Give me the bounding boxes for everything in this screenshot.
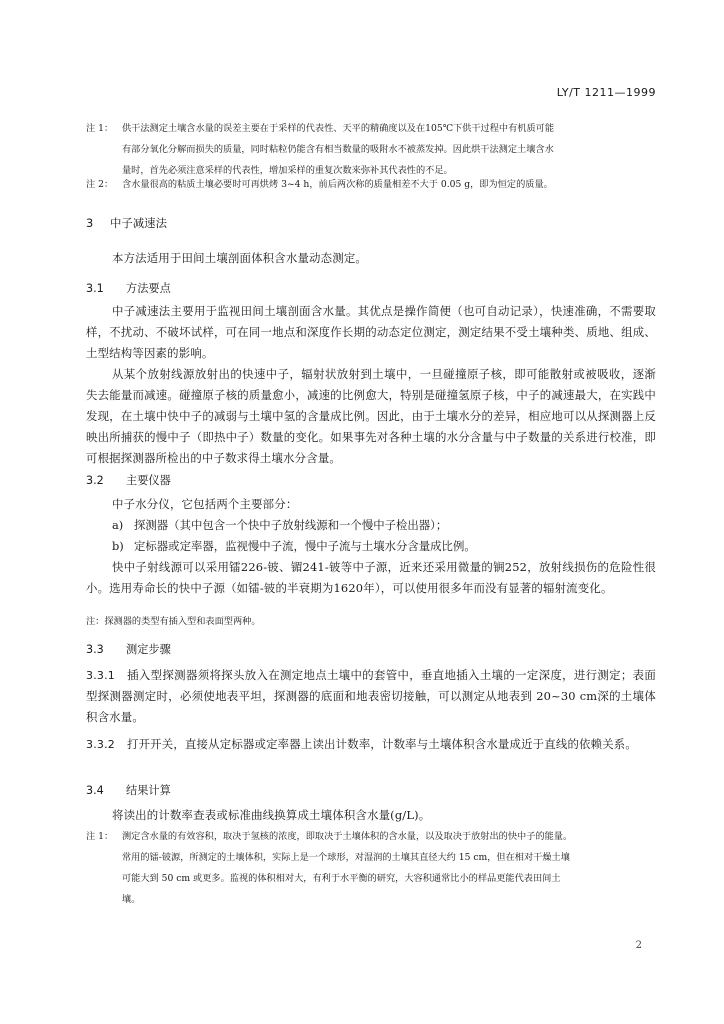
list-text: 探测器（其中包含一个快中子放射线源和一个慢中子检出器）； (134, 518, 448, 532)
section-number: 3.3 (86, 643, 104, 656)
note-line: 供干法测定土壤含水量的误差主要在于采样的代表性、天平的精确度以及在105℃下供干过程中有机质可能 (122, 123, 555, 134)
section-number: 3.2 (86, 474, 104, 487)
clause-text: 打开开关，直接从定标器或定率器上读出计数率，计数率与土壤体积含水量成近于直线的依赖关系。 (127, 737, 637, 751)
section-3-1-para-1: 中子减速法主要用于监视田间土壤剖面含水量。其优点是操作简便（也可自动记录），快速准确，不需要取样，不扰动、不破坏试样，可在同一地点和深度作长期的动态定位测定，测定结果不受土壤种类、质地、组成、土型结构等因素的影响。 (86, 304, 656, 360)
list-item (86, 536, 682, 557)
list-marker: a) (112, 518, 124, 532)
section-3-intro: 本方法适用于田间土壤剖面体积含水量动态测定。 (112, 251, 367, 265)
section-title: 结果计算 (126, 784, 171, 797)
note-label: 注 2： (86, 179, 114, 190)
note-line: 壤。 (122, 894, 141, 905)
clause-number: 3.3.2 (86, 738, 115, 751)
section-3-1-para-2: 从某个放射线源放射出的快速中子，辐射状放射到土壤中，一旦碰撞原子核，即可能散射或被吸收，逐渐失去能量而减速。碰撞原子核的质量愈小，减速的比例愈大，特别是碰撞氢原子核，中子的减速最大，在实践中发现，在土壤中快中子的减弱与土壤中氢的含量成比例。因此，由于土壤水分的差异，相应地可以从探测器上反映出所捕获的慢中子（即热中子）数量的变化。如果事先对各种土壤的水分含量与中子数量的关系进行校准，即可根据探测器所检出的中子数求得土壤水分含量。 (86, 367, 656, 465)
section-title: 方法要点 (126, 282, 171, 295)
note-line: 量时，首先必须注意采样的代表性，增加采样的重复次数来弥补其代表性的不足。 (122, 165, 453, 176)
list-item (86, 515, 682, 536)
note-2 (86, 174, 656, 195)
section-3-2-note: 注：探测器的类型有插入型和表面型两种。 (86, 616, 261, 627)
clause-3-3-2 (86, 734, 656, 755)
note-line: 常用的镭-铍源，所测定的土壤体积，实际上是一个球形，对湿润的土壤其直径大约 15 cm，但在相对干燥土壤 (122, 852, 570, 863)
section-3-heading (86, 214, 656, 232)
note-1 (86, 118, 656, 181)
page-number: 2 (635, 940, 642, 951)
section-number: 3 (86, 216, 94, 230)
clause-text: 插入型探测器须将探头放入在测定地点土壤中的套管中，垂直地插入土壤的一定深度，进行测定；表面型探测器测定时，必须使地表平坦，探测器的底面和地表密切接触，可以测定从地表到 20~30 cm深的土壤体积含水量。 (86, 668, 656, 724)
note-line: 可能大到 50 cm 或更多。监视的体积相对大，有利于水平衡的研究，大容积通常比小的样品更能代表田间土 (122, 873, 561, 884)
section-3-2-heading (86, 472, 656, 490)
section-title: 中子减速法 (110, 216, 167, 230)
section-3-3-heading (86, 641, 656, 659)
section-3-2-intro: 中子水分仪，它包括两个主要部分： (112, 497, 298, 511)
section-3-4-para: 将读出的计数率查表或标准曲线换算成土壤体积含水量(g/L)。 (112, 808, 431, 822)
section-3-1-heading (86, 280, 656, 298)
clause-3-3-1 (86, 665, 656, 728)
list-text: 定标器或定率器，监视慢中子流，慢中子流与土壤水分含量成比例。 (134, 539, 476, 553)
clause-number: 3.3.1 (86, 669, 115, 682)
section-title: 测定步骤 (126, 643, 171, 656)
list-marker: b) (112, 539, 124, 553)
note-line: 含水量很高的粘质土壤必要时可再烘烤 3~4 h，前后两次称的质量相差不大于 0.05 g，即为恒定的质量。 (122, 179, 553, 190)
note-line: 测定含水量的有效容积，取决于氢核的浓度，即取决于土壤体积的含水量，以及取决于放射出的快中子的能量。 (122, 831, 573, 842)
note-label: 注 1： (86, 831, 114, 842)
section-number: 3.1 (86, 282, 104, 295)
standard-code: LY/T 1211—1999 (556, 86, 656, 99)
note-label: 注 1： (86, 123, 114, 134)
section-3-4-heading (86, 782, 656, 800)
section-3-4-note (86, 826, 656, 910)
section-title: 主要仪器 (126, 474, 171, 487)
section-3-2-para: 快中子射线源可以采用镭226-铍、镅241-铍等中子源，近来还采用微量的锎252，放射线损伤的危险性很小。选用寿命长的快中子源（如镭-铍的半衰期为1620年），可以使用很多年而没有显著的辐射流变化。 (86, 560, 656, 595)
note-line: 有部分氧化分解而损失的质量，同时粘粒仍能含有相当数量的吸附水不被蒸发掉。因此烘干法测定土壤含水 (122, 144, 554, 155)
section-number: 3.4 (86, 784, 104, 797)
